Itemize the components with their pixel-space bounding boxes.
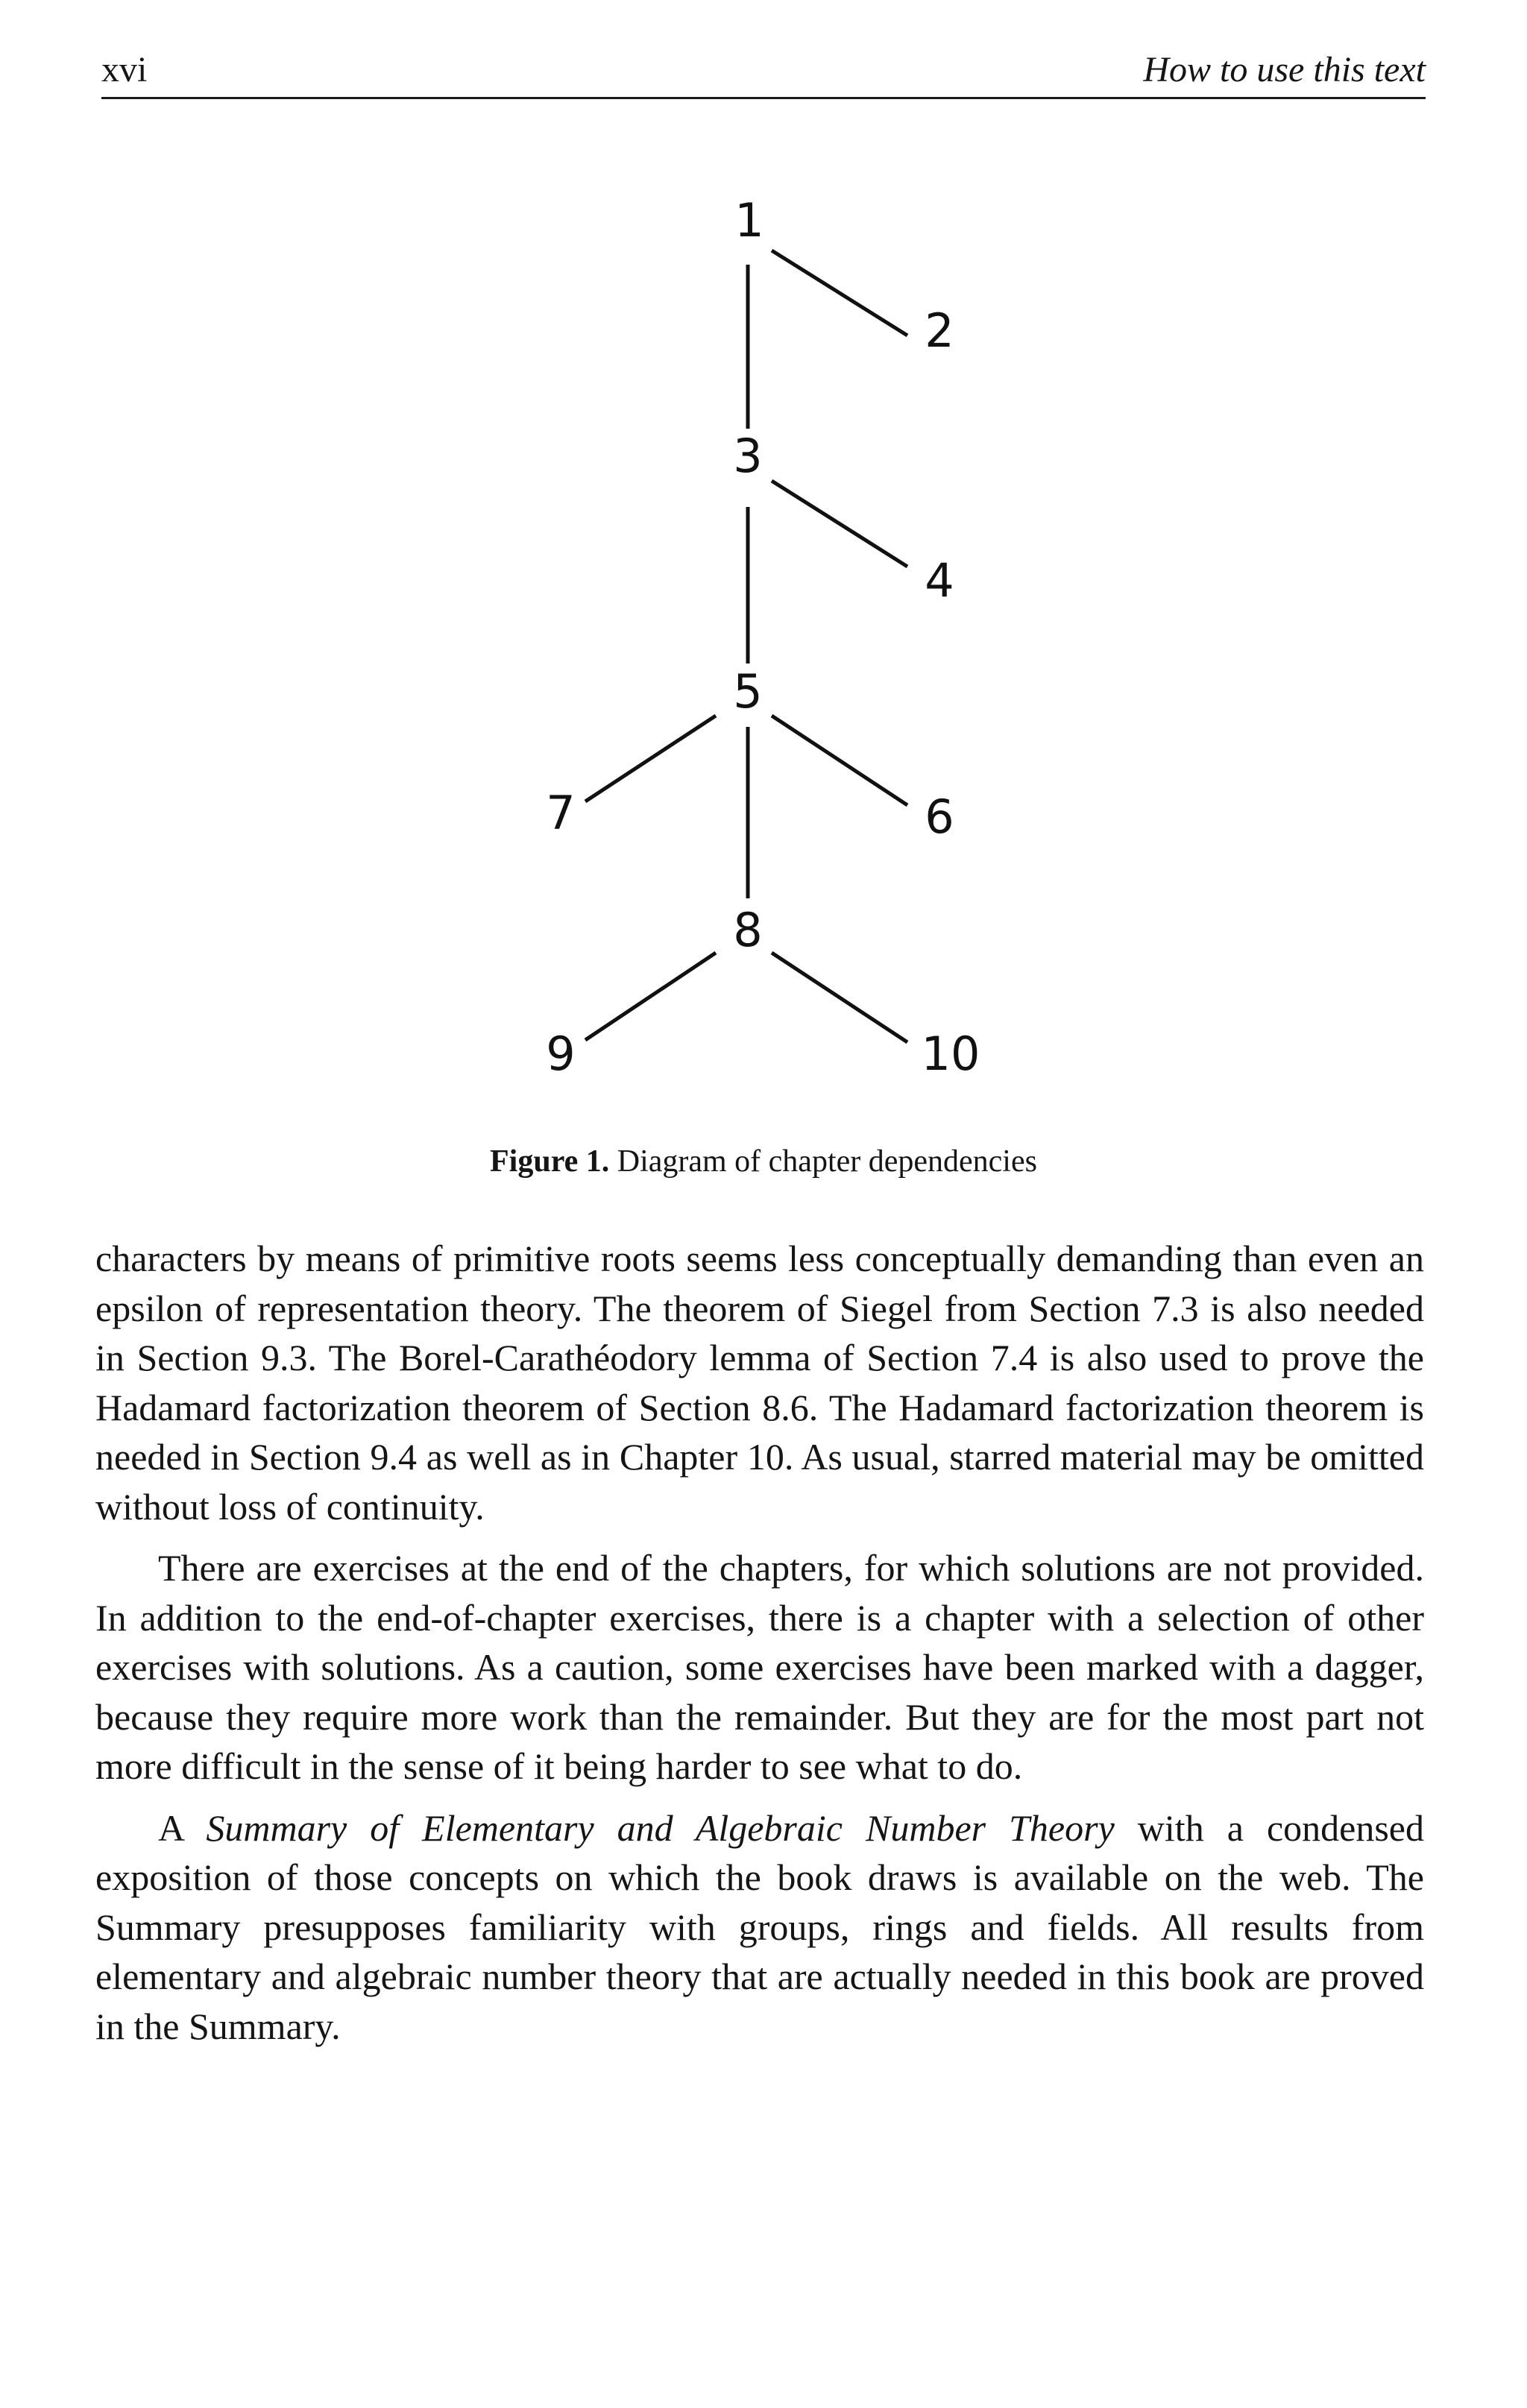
edge-8-10: [772, 953, 907, 1042]
node-1: 1: [734, 193, 764, 248]
paragraph-3-rest: with a condensed exposition of those concepts on which the book draws is available on the web. The Summary presupposes familiarity with groups, rings and fields. All results from elementary and algebraic number theory that are actually needed in this book are proved in the Summary.: [95, 1806, 1424, 2047]
node-6: 6: [925, 789, 954, 845]
paragraph-2: There are exercises at the end of the chapters, for which solutions are not provided. In addition to the end-of-chapter exercises, there is a chapter with a selection of other exercises with solutions. As a caution, some exercises have been marked with a dagger, because they require more work than the remainder. But they are for the most part not more difficult in the sense of it being harder to see what to do.: [95, 1547, 1424, 1787]
summary-book-title: Summary of Elementary and Algebraic Number Theory: [206, 1806, 1115, 1849]
node-5: 5: [733, 664, 763, 719]
node-10: 10: [921, 1027, 980, 1082]
node-8: 8: [733, 903, 763, 958]
chapter-dependency-diagram: [0, 0, 1527, 1118]
edge-5-6: [772, 716, 907, 805]
figure-caption: [0, 1141, 1527, 1182]
paragraph-3: [95, 1803, 1424, 2052]
node-7: 7: [546, 786, 576, 841]
paragraph-3-prefix: A: [158, 1806, 207, 1849]
node-3: 3: [733, 429, 763, 484]
body-text: [95, 1234, 1424, 2063]
edge-3-4: [772, 481, 907, 567]
edge-8-9: [585, 953, 716, 1040]
figure-caption-text: Diagram of chapter dependencies: [617, 1144, 1037, 1179]
node-4: 4: [925, 553, 954, 608]
running-title: How to use this text: [1143, 50, 1426, 89]
figure-label: Figure 1.: [490, 1144, 610, 1179]
paragraph-1: characters by means of primitive roots seems less conceptually demanding than even an epsilon of representation theory. The theorem of Siegel from Section 7.3 is also needed in Section 9.3. The Borel-Carathéodory lemma of Section 7.4 is also used to prove the Hadamard factorization theorem of Section 8.6. The Hadamard factorization theorem is needed in Section 9.4 as well as in Chapter 10. As usual, starred material may be omitted without loss of continuity.: [95, 1238, 1424, 1528]
page-number: xvi: [101, 50, 148, 89]
node-9: 9: [546, 1027, 576, 1082]
edge-1-2: [772, 250, 907, 335]
node-2: 2: [925, 303, 954, 359]
edge-5-7: [585, 716, 716, 801]
